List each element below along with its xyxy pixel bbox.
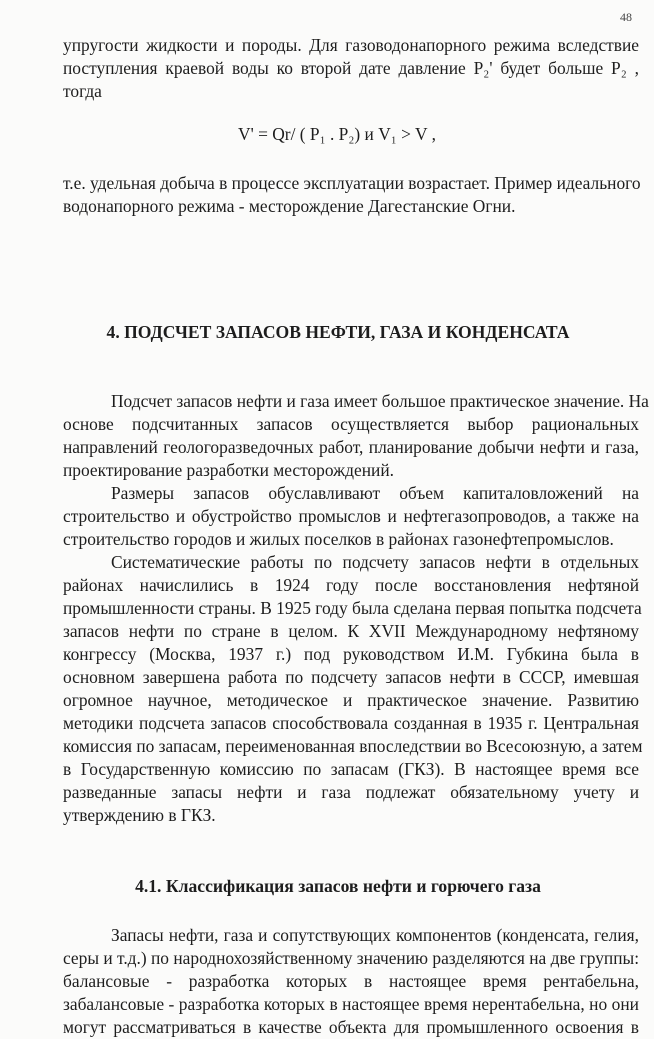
text-line: основе подсчитанных запасов осуществляется выбор рациональных: [63, 414, 639, 434]
text-line: комиссия по запасам, переименованная впоследствии во Всесоюзную, а затем: [63, 736, 643, 756]
text-line: направлений геологоразведочных работ, планирование добычи нефти и газа,: [63, 437, 639, 457]
section-heading-4-1: 4.1. Классификация запасов нефти и горючего газа: [135, 876, 541, 896]
text-line: т.е. удельная добыча в процессе эксплуатации возрастает. Пример идеального: [63, 173, 641, 193]
formula: V' = Qr/ ( P₁ . P₂) и V₁ > V ,: [238, 124, 436, 144]
text-line: упругости жидкости и породы. Для газоводонапорного режима вследствие: [63, 35, 639, 55]
text-line: запасов нефти по стране в целом. К XVII Международному нефтяному: [63, 621, 639, 641]
text-line: промышленности страны. В 1925 году была сделана первая попытка подсчета: [63, 598, 642, 618]
paragraph: [63, 482, 639, 551]
intro-after-paragraph: [63, 172, 639, 218]
text-line: забалансовые - разработка которых в настоящее время нерентабельна, но они: [63, 994, 639, 1014]
text-line: районах начислились в 1924 году после восстановления нефтяной: [63, 575, 639, 595]
section-heading-4: 4. ПОДСЧЕТ ЗАПАСОВ НЕФТИ, ГАЗА И КОНДЕНСАТА: [106, 322, 570, 342]
section4-body: [63, 390, 649, 827]
paragraph: [63, 551, 643, 827]
text-line: конгрессу (Москва, 1937 г.) под руководством И.М. Губкина была в: [63, 644, 639, 664]
text-line: проектирование разработки месторождений.: [63, 460, 394, 480]
text-line: утверждению в ГКЗ.: [63, 805, 216, 825]
text-line: Систематические работы по подсчету запасов нефти в отдельных: [111, 552, 639, 572]
text-line: Подсчет запасов нефти и газа имеет большое практическое значение. На: [111, 391, 649, 411]
text-line: в Государственную комиссию по запасам (ГКЗ). В настоящее время все: [63, 759, 639, 779]
text-line: могут рассматриваться в качестве объекта для промышленного освоения в: [63, 1017, 639, 1037]
paragraph: [63, 390, 649, 482]
text-line: поступления краевой воды ко второй дате давление P₂' будет больше P₂ ,: [63, 58, 639, 78]
paragraph: [63, 924, 639, 1039]
page-number: 48: [620, 10, 632, 24]
section41-body: [63, 924, 639, 1039]
text-line: огромное научное, методическое и практическое значение. Развитию: [63, 690, 639, 710]
text-line: водонапорного режима - месторождение Дагестанские Огни.: [63, 196, 516, 216]
text-line: основном завершена работа по подсчету запасов нефти в СССР, имевшая: [63, 667, 639, 687]
text-line: Размеры запасов обуславливают объем капиталовложений на: [111, 483, 639, 503]
text-line: серы и т.д.) по народнохозяйственному значению разделяются на две группы:: [63, 948, 640, 968]
text-line: балансовые - разработка которых в настоящее время рентабельна,: [63, 971, 639, 991]
text-line: тогда: [63, 81, 102, 101]
text-line: строительство городов и жилых поселков в районах газонефтепромыслов.: [63, 529, 614, 549]
text-line: разведанные запасы нефти и газа подлежат обязательному учету и: [63, 782, 639, 802]
intro-paragraph: [63, 34, 639, 103]
text-line: методики подсчета запасов способствовала созданная в 1935 г. Центральная: [63, 713, 639, 733]
text-line: строительство и обустройство промыслов и нефтегазопроводов, а также на: [63, 506, 639, 526]
text-line: Запасы нефти, газа и сопутствующих компонентов (конденсата, гелия,: [111, 925, 639, 945]
